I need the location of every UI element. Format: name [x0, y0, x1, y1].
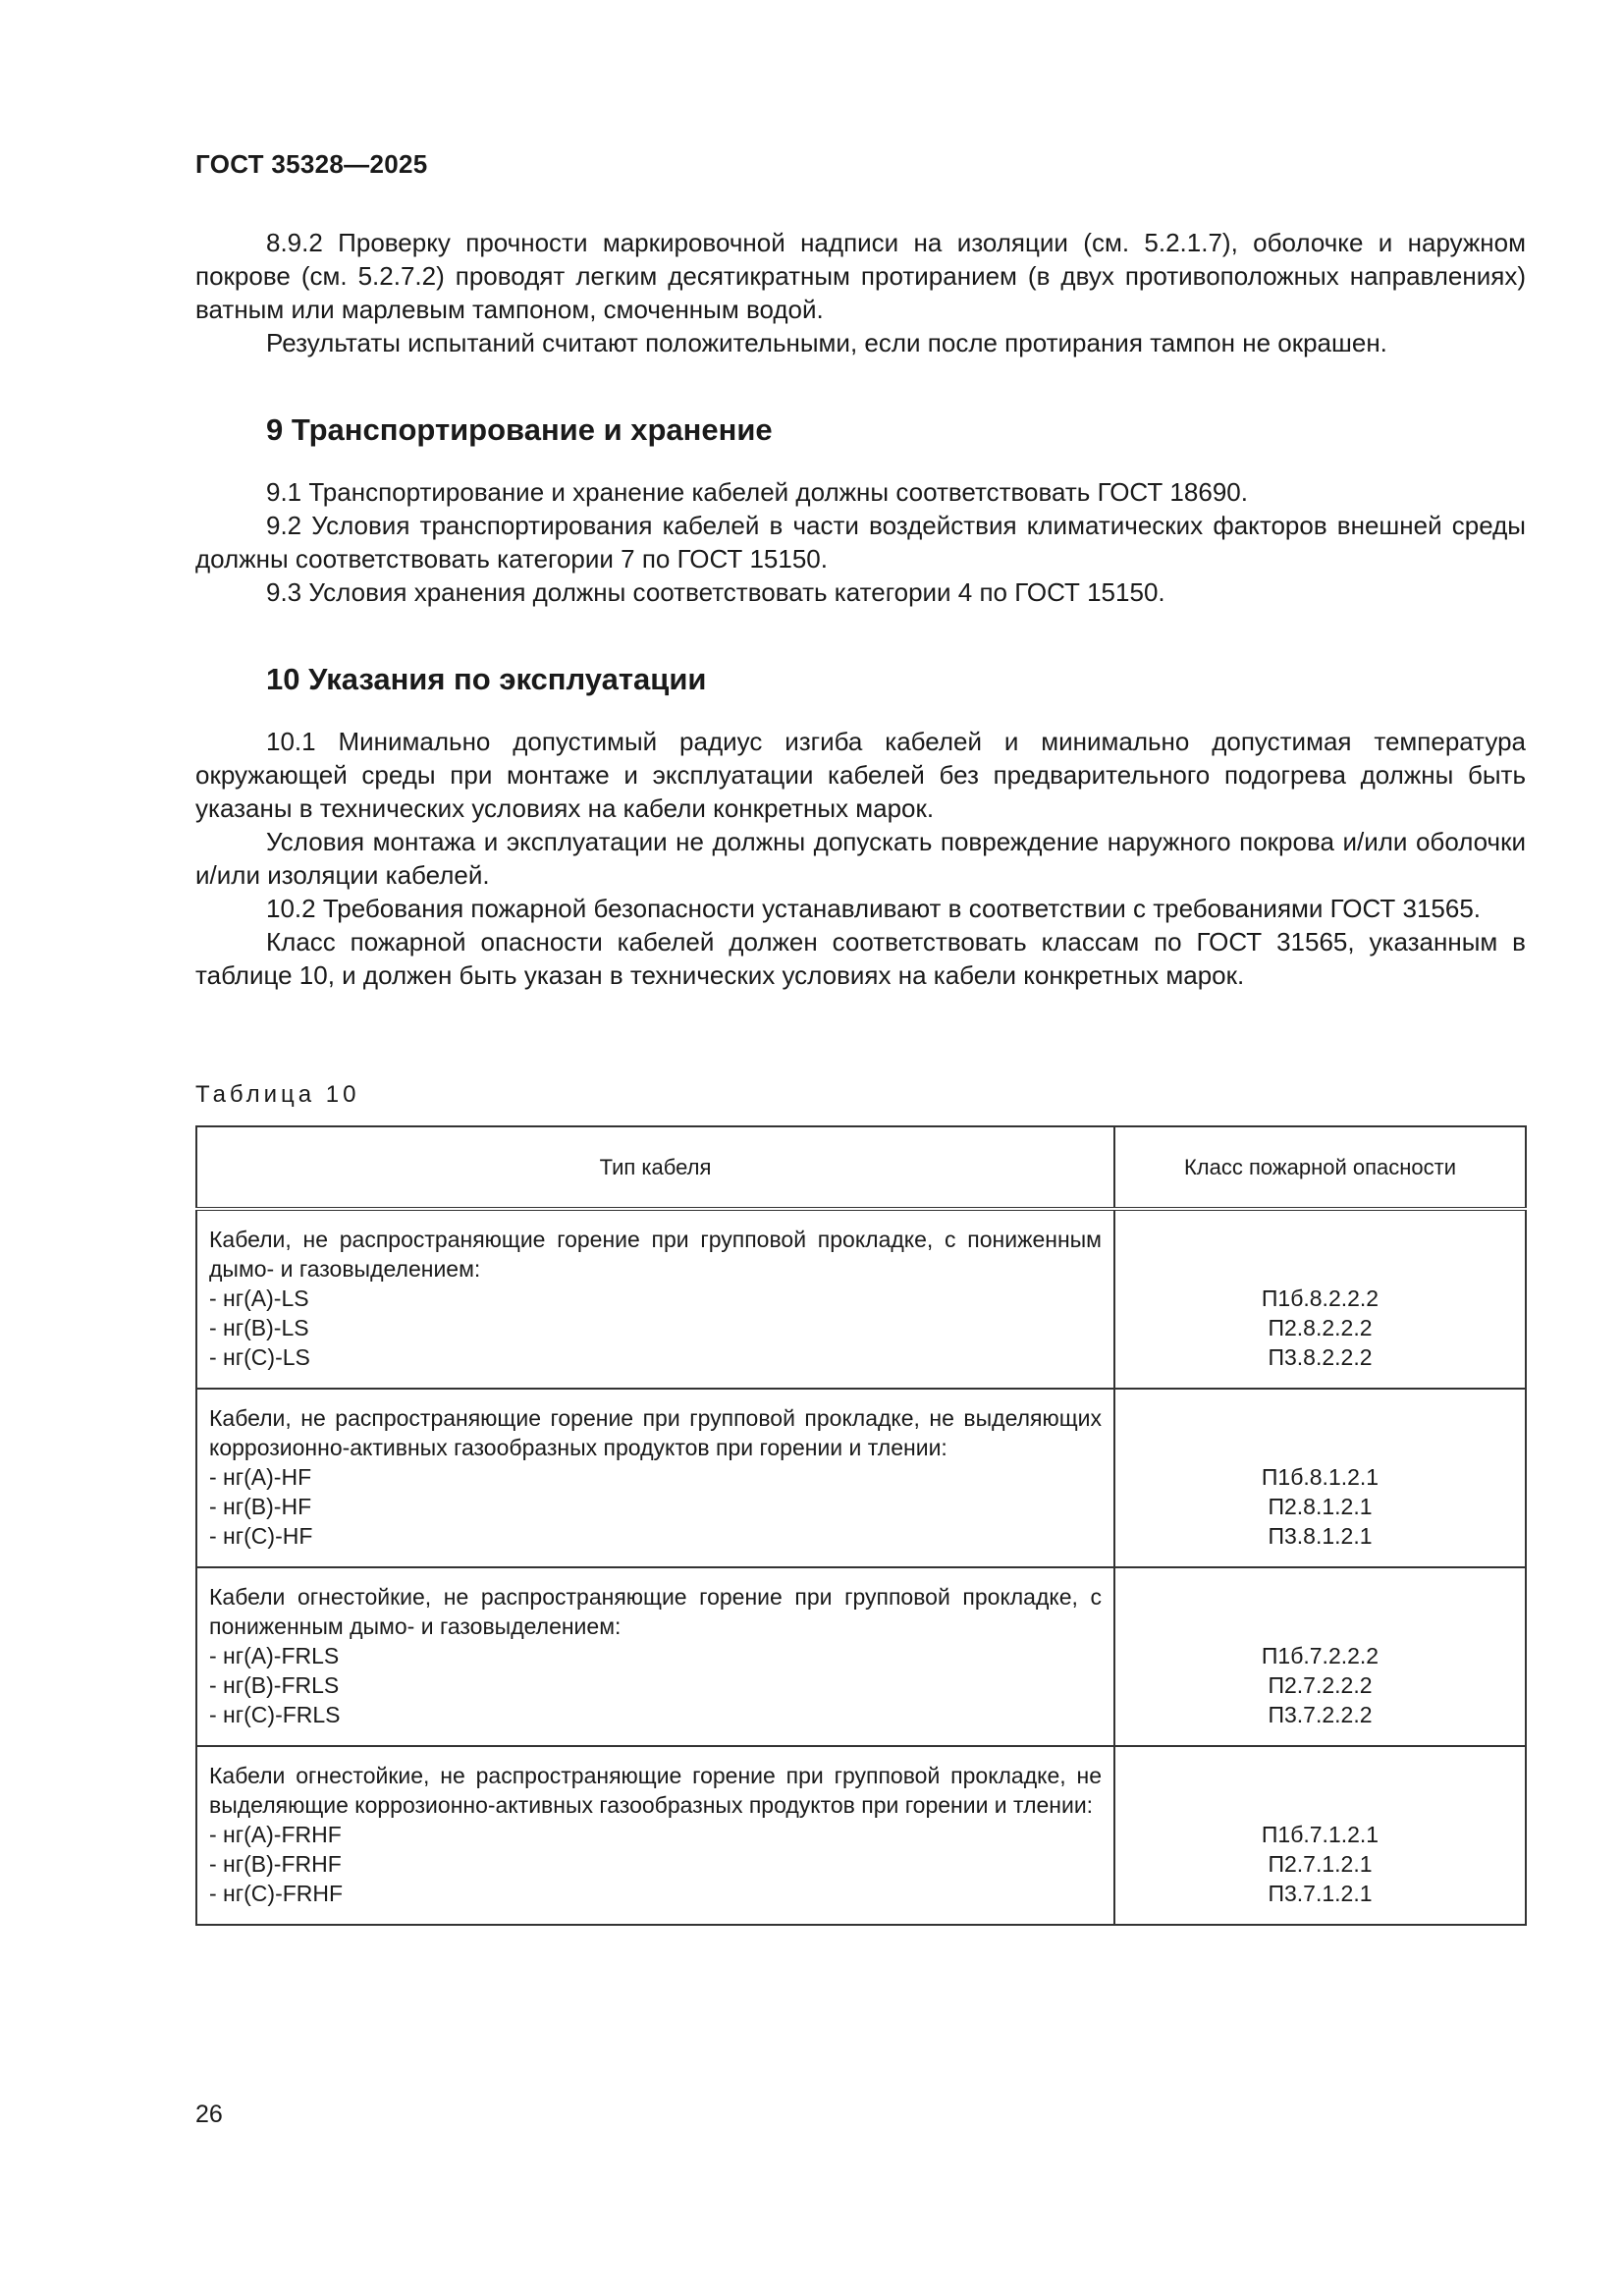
- table-row: [196, 1746, 1526, 1925]
- fire-class-item: П3.8.1.2.1: [1268, 1523, 1373, 1549]
- cable-type-cell: [196, 1567, 1114, 1746]
- cable-description: Кабели огнестойкие, не распространяющие горение при групповой прокладке, с пониженным дымо- и газовыделением:: [209, 1584, 1102, 1639]
- paragraph-10-1-conditions: Условия монтажа и эксплуатации не должны допускать повреждение наружного покрова и/или оболочки и/или изоляции кабелей.: [195, 827, 1526, 890]
- paragraph-10-2-class: Класс пожарной опасности кабелей должен соответствовать классам по ГОСТ 31565, указанным в таблице 10, и должен быть указан в технических условиях на кабели конкретных марок.: [195, 927, 1526, 990]
- header-fire-class: Класс пожарной опасности: [1114, 1126, 1526, 1209]
- section-10-title: 10 Указания по эксплуатации: [266, 662, 707, 696]
- cable-description: Кабели, не распространяющие горение при групповой прокладке, с пониженным дымо- и газовыделением:: [209, 1227, 1102, 1282]
- fire-class-item: П2.8.1.2.1: [1268, 1494, 1373, 1519]
- section-9-text: [195, 475, 1526, 609]
- cable-type-cell: [196, 1209, 1114, 1389]
- fire-class-item: П3.7.2.2.2: [1268, 1702, 1373, 1727]
- fire-class-item: П1б.8.2.2.2: [1261, 1285, 1380, 1311]
- cable-type-item: - нг(C)-LS: [209, 1344, 310, 1370]
- fire-class-cell: [1114, 1209, 1526, 1389]
- cable-description: Кабели, не распространяющие горение при групповой прокладке, не выделяющих коррозионно-активных газообразных продуктов при горении и тлении:: [209, 1405, 1102, 1460]
- fire-class-item: П1б.7.2.2.2: [1261, 1643, 1380, 1668]
- table-row: [196, 1209, 1526, 1389]
- cable-type-item: - нг(A)-LS: [209, 1285, 309, 1311]
- fire-class-item: П2.7.1.2.1: [1268, 1851, 1373, 1877]
- cable-type-cell: [196, 1389, 1114, 1567]
- cable-type-item: - нг(C)-HF: [209, 1523, 313, 1549]
- fire-class-cell: [1114, 1567, 1526, 1746]
- paragraph-8-9-2: 8.9.2 Проверку прочности маркировочной надписи на изоляции (см. 5.2.1.7), оболочке и наружном покрове (см. 5.2.7.2) проводят легким десятикратным протиранием (в двух противоположных направлениях) ватным или марлевым тампоном, смоченным водой.: [195, 228, 1526, 324]
- table-caption: Таблица 10: [195, 1081, 360, 1108]
- fire-class-cell: [1114, 1746, 1526, 1925]
- cable-type-item: - нг(C)-FRLS: [209, 1702, 341, 1727]
- fire-class-item: П3.8.2.2.2: [1268, 1344, 1373, 1370]
- cable-type-item: - нг(C)-FRHF: [209, 1881, 344, 1906]
- header-cable-type: Тип кабеля: [196, 1126, 1114, 1209]
- cable-type-item: - нг(A)-FRHF: [209, 1822, 342, 1847]
- fire-class-table: [195, 1125, 1527, 1926]
- table-header-row: [196, 1126, 1526, 1209]
- paragraph-9-1: 9.1 Транспортирование и хранение кабелей должны соответствовать ГОСТ 18690.: [266, 477, 1248, 507]
- fire-class-item: П1б.7.1.2.1: [1261, 1822, 1380, 1847]
- section-8-text: [195, 226, 1526, 359]
- cable-type-item: - нг(B)-FRLS: [209, 1672, 340, 1698]
- paragraph-9-3: 9.3 Условия хранения должны соответствовать категории 4 по ГОСТ 15150.: [266, 577, 1165, 607]
- document-code: ГОСТ 35328—2025: [195, 149, 428, 179]
- cable-description: Кабели огнестойкие, не распространяющие горение при групповой прокладке, не выделяющие коррозионно-активных газообразных продуктов при горении и тлении:: [209, 1763, 1102, 1818]
- cable-type-item: - нг(A)-FRLS: [209, 1643, 340, 1668]
- section-9-title: 9 Транспортирование и хранение: [266, 412, 773, 447]
- paragraph-9-2: 9.2 Условия транспортирования кабелей в части воздействия климатических факторов внешней среды должны соответствовать категории 7 по ГОСТ 15150.: [195, 511, 1526, 574]
- paragraph-10-2: 10.2 Требования пожарной безопасности устанавливают в соответствии с требованиями ГОСТ 31565.: [266, 894, 1482, 923]
- cable-type-item: - нг(A)-HF: [209, 1464, 312, 1490]
- cable-type-item: - нг(B)-HF: [209, 1494, 312, 1519]
- section-10-text: [195, 725, 1526, 992]
- table-row: [196, 1389, 1526, 1567]
- fire-class-item: П2.7.2.2.2: [1268, 1672, 1373, 1698]
- page-number: 26: [195, 2101, 223, 2128]
- fire-class-cell: [1114, 1389, 1526, 1567]
- paragraph-10-1: 10.1 Минимально допустимый радиус изгиба кабелей и минимально допустимая температура окружающей среды при монтаже и эксплуатации кабелей без предварительного подогрева должны быть указаны в технических условиях на кабели конкретных марок.: [195, 727, 1526, 823]
- paragraph-8-9-2-result: Результаты испытаний считают положительными, если после протирания тампон не окрашен.: [266, 328, 1387, 357]
- fire-class-item: П1б.8.1.2.1: [1261, 1464, 1380, 1490]
- cable-type-item: - нг(B)-LS: [209, 1315, 309, 1340]
- table-row: [196, 1567, 1526, 1746]
- fire-class-item: П3.7.1.2.1: [1268, 1881, 1373, 1906]
- fire-class-item: П2.8.2.2.2: [1268, 1315, 1373, 1340]
- cable-type-cell: [196, 1746, 1114, 1925]
- cable-type-item: - нг(B)-FRHF: [209, 1851, 342, 1877]
